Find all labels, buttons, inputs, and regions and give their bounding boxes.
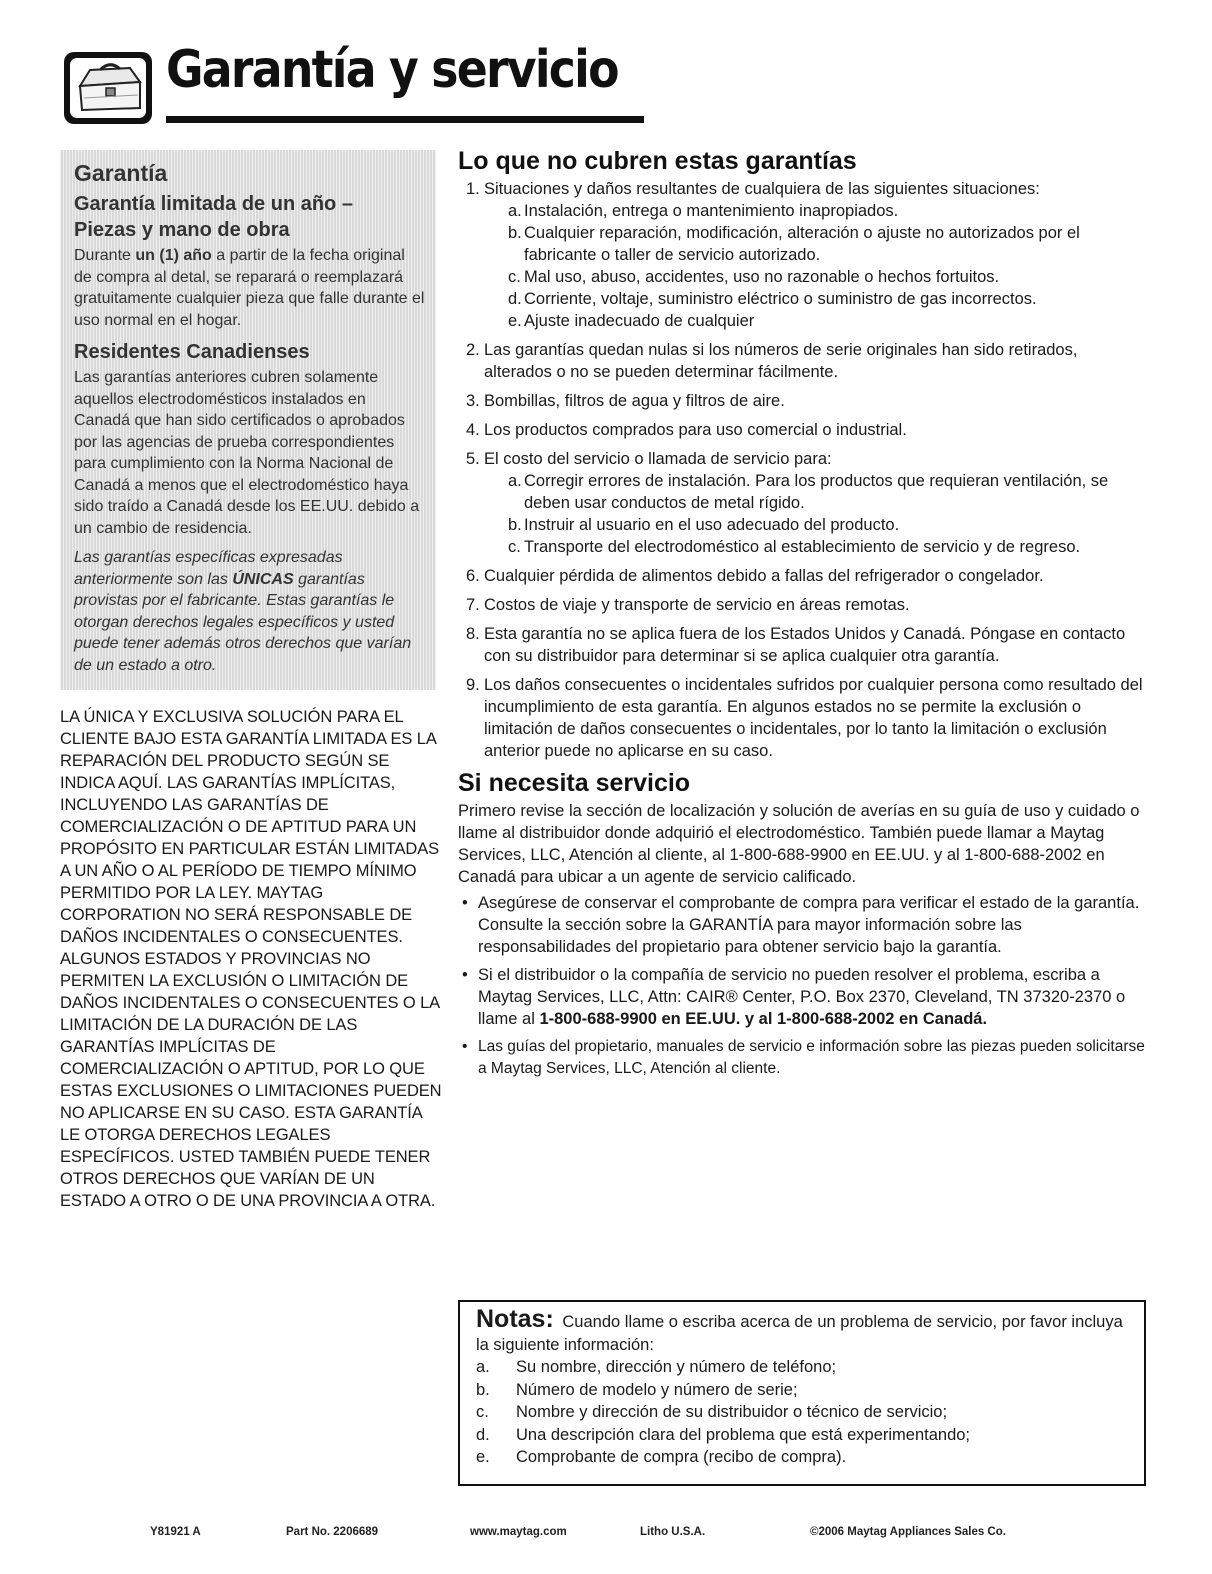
service-bullet: • Asegúrese de conservar el comprobante de compra para verificar el estado de la garantía. Consulte la sección sobre la GARANTÍA para mayor información sobre las responsabilidades del propietario para obtener servicio bajo la garantía.: [458, 892, 1148, 958]
item-number: 1.: [466, 180, 480, 198]
sub-item: [484, 470, 1148, 514]
sub-item: [484, 288, 1148, 310]
sub-text: Ajuste inadecuado de cualquier: [524, 312, 755, 330]
canadian-residents-text: Las garantías anteriores cubren solamente aquellos electrodomésticos instalados en Canadá que han sido certificados o aprobados por las agencias de prueba correspondientes para cumplimiento con la Norma Nacional de Canadá a menos que el electrodoméstico haya sido traído a Canadá desde los EE.UU. debido a un cambio de residencia.: [74, 369, 420, 537]
item-text: Cualquier pérdida de alimentos debido a fallas del refrigerador o congelador.: [484, 567, 1044, 585]
list-item: [458, 448, 1148, 558]
limited-text-bold: un (1) año: [135, 247, 212, 264]
item-number: 8.: [466, 625, 480, 643]
note-text: Número de modelo y número de serie;: [516, 1380, 798, 1399]
sub-letter: b.: [508, 224, 522, 242]
item-text: Bombillas, filtros de agua y filtros de aire.: [484, 392, 785, 410]
sub-item: [484, 266, 1148, 288]
list-item: [458, 419, 1148, 441]
note-letter: c.: [476, 1403, 489, 1421]
list-item: [476, 1379, 1128, 1402]
note-text: Comprobante de compra (recibo de compra).: [516, 1448, 847, 1466]
item-text: Las garantías quedan nulas si los números de serie originales han sido retirados, alterados o no se pueden determinar fácilmente.: [484, 341, 1078, 381]
sub-text: Transporte del electrodoméstico al establecimiento de servicio y de regreso.: [524, 538, 1081, 556]
item-number: 6.: [466, 567, 480, 585]
sub-item: [484, 310, 1148, 332]
footer-litho: Litho U.S.A.: [640, 1526, 706, 1538]
sub-text: Corregir errores de instalación. Para los productos que requieran ventilación, se deben usar conductos de metal rígido.: [524, 472, 1109, 512]
list-item: [458, 623, 1148, 667]
sub-item: [484, 536, 1148, 558]
sub-letter: c.: [508, 538, 521, 556]
italic-post: garantías provistas por el fabricante. Estas garantías le otorgan derechos legales específicos y usted puede tener además otros derechos que varían de un estado a otro.: [74, 570, 412, 674]
note-letter: b.: [476, 1380, 490, 1399]
toolbox-icon: [60, 48, 156, 128]
item-number: 7.: [466, 596, 480, 614]
sub-item: [484, 514, 1148, 536]
list-item: [476, 1424, 1128, 1447]
phone-numbers: 1-800-688-9900 en EE.UU. y al 1-800-688-2002 en Canadá.: [539, 1010, 988, 1028]
italic-bold: ÚNICAS: [232, 570, 294, 588]
limited-warranty-text: [74, 245, 426, 331]
limited-text-post: a partir de la fecha original de compra al detal, se reparará o reemplazará gratuitamente cualquier pieza que falle durante el uso normal en el hogar.: [74, 247, 425, 329]
italic-pre: Las garantías específicas expresadas anteriormente son las: [74, 549, 343, 588]
service-intro: Primero revise la sección de localización y solución de averías en su guía de uso y cuidado o llame al distribuidor donde adquirió el electrodoméstico. También puede llamar a Maytag Services, LLC, Atención al cliente, al 1-800-688-9900 en EE.UU. y al 1-800-688-2002 en Canadá para ubicar a un agente de servicio calificado.: [458, 802, 1140, 886]
sub-text: Cualquier reparación, modificación, alteración o ajuste no autorizados por el fabricante o taller de servicio autorizado.: [524, 224, 1080, 264]
note-text: Nombre y dirección de su distribuidor o técnico de servicio;: [516, 1403, 948, 1421]
item-number: 9.: [466, 676, 480, 694]
list-item: [476, 1356, 1128, 1379]
item-text: Situaciones y daños resultantes de cualquiera de las siguientes situaciones:: [484, 180, 1040, 198]
list-item: [458, 339, 1148, 383]
note-letter: e.: [476, 1448, 490, 1466]
note-text: Su nombre, dirección y número de teléfono;: [516, 1358, 837, 1376]
sub-letter: a.: [508, 202, 522, 220]
list-item: [458, 594, 1148, 616]
note-text: Una descripción clara del problema que está experimentando;: [516, 1425, 971, 1444]
item-text: El costo del servicio o llamada de servicio para:: [484, 450, 832, 468]
right-column: [458, 147, 1148, 1086]
note-letter: d.: [476, 1425, 490, 1444]
item-text: Esta garantía no se aplica fuera de los Estados Unidos y Canadá. Póngase en contacto con su distribuidor para determinar si se aplica cualquier otra garantía.: [484, 625, 1126, 665]
list-item: [458, 178, 1148, 332]
list-item: [476, 1401, 1128, 1424]
footer-part-number: Part No. 2206689: [286, 1526, 379, 1538]
exclusions-list: [458, 178, 1148, 762]
sub-letter: a.: [508, 472, 522, 490]
service-bullet: • Las guías del propietario, manuales de servicio e información sobre las piezas pueden solicitarse a Maytag Services, LLC, Atención al cliente.: [458, 1036, 1148, 1080]
sub-letter: d.: [508, 290, 522, 308]
service-bullet: [458, 964, 1148, 1030]
sub-text: Mal uso, abuso, accidentes, uso no razonable o hechos fortuitos.: [524, 268, 1000, 286]
list-item: [458, 565, 1148, 587]
sub-letter: c.: [508, 268, 521, 286]
footer-url[interactable]: www.maytag.com: [470, 1526, 567, 1538]
page-title: Garantía y servicio: [166, 40, 618, 100]
item-text: Costos de viaje y transporte de servicio en áreas remotas.: [484, 596, 910, 614]
list-item: [476, 1446, 1128, 1469]
warranty-title: Garantía: [74, 160, 168, 186]
specific-warranties-text: [74, 547, 426, 676]
sub-text: Corriente, voltaje, suministro eléctrico o suministro de gas incorrectos.: [524, 290, 1037, 308]
service-heading: Si necesita servicio: [458, 769, 691, 797]
sub-text: Instalación, entrega o mantenimiento inapropiados.: [524, 202, 899, 220]
sub-item: [484, 222, 1148, 266]
item-text: Los productos comprados para uso comercial o industrial.: [484, 421, 907, 439]
item-number: 2.: [466, 341, 480, 359]
sub-text: Instruir al usuario en el uso adecuado del producto.: [524, 516, 900, 534]
notes-box: [458, 1300, 1146, 1486]
title-underline: [166, 116, 644, 123]
sub-item: [484, 200, 1148, 222]
note-letter: a.: [476, 1358, 490, 1376]
footer-code: Y81921 A: [150, 1526, 201, 1538]
item-number: 4.: [466, 421, 480, 439]
exclusions-heading: Lo que no cubren estas garantías: [458, 147, 857, 175]
bullet-text: Si el distribuidor o la compañía de servicio no pueden resolver el problema, escriba a Maytag Services, LLC, Attn: CAIR® Center, P.O. Box 2370, Cleveland, TN 37320-2370 o llame al: [478, 966, 1126, 1028]
limited-text-pre: Durante: [74, 247, 136, 264]
footer-copyright: ©2006 Maytag Appliances Sales Co.: [810, 1526, 1006, 1538]
left-column: [60, 150, 440, 1212]
item-text: Los daños consecuentes o incidentales sufridos por cualquier persona como resultado del incumplimiento de esta garantía. En algunos estados no se permite la exclusión o limitación de daños consecuentes o incidentales, por lo tanto la limitación o exclusión anterior puede no aplicarse en su caso.: [484, 676, 1143, 760]
page-header: [60, 40, 618, 130]
canadian-residents-heading: Residentes Canadienses: [74, 341, 310, 363]
limited-warranty-heading-1: Garantía limitada de un año –: [74, 193, 353, 215]
legal-disclaimer: LA ÚNICA Y EXCLUSIVA SOLUCIÓN PARA EL CLIENTE BAJO ESTA GARANTÍA LIMITADA ES LA REPARACIÓN DEL PRODUCTO SEGÚN SE INDICA AQUÍ. LAS GARANTÍAS IMPLÍCITAS, INCLUYENDO LAS GARANTÍAS DE COMERCIALIZACIÓN O DE APTITUD PARA UN PROPÓSITO EN PARTICULAR ESTÁN LIMITADAS A UN AÑO O AL PERÍODO DE TIEMPO MÍNIMO PERMITIDO POR LA LEY. MAYTAG CORPORATION NO SERÁ RESPONSABLE DE DAÑOS INCIDENTALES O CONSECUENTES. ALGUNOS ESTADOS Y PROVINCIAS NO PERMITEN LA EXCLUSIÓN O LIMITACIÓN DE DAÑOS INCIDENTALES O CONSECUENTES O LA LIMITACIÓN DE LA DURACIÓN DE LAS GARANTÍAS IMPLÍCITAS DE COMERCIALIZACIÓN O APTITUD, POR LO QUE ESTAS EXCLUSIONES O LIMITACIONES PUEDEN NO APLICARSE EN SU CASO. ESTA GARANTÍA LE OTORGA DERECHOS LEGALES ESPECÍFICOS. USTED TAMBIÉN PUEDE TENER OTROS DERECHOS QUE VARÍAN DE UN ESTADO A OTRO O DE UNA PROVINCIA A OTRA.: [60, 708, 442, 1210]
list-item: [458, 674, 1148, 762]
list-item: [458, 390, 1148, 412]
limited-warranty-heading-2: Piezas y mano de obra: [74, 219, 290, 241]
sub-letter: b.: [508, 516, 522, 534]
notes-intro-line: [476, 1305, 1128, 1356]
warranty-box: [60, 150, 436, 690]
item-number: 5.: [466, 450, 480, 468]
notes-intro: Cuando llame o escriba acerca de un problema de servicio, por favor incluya la siguiente información:: [476, 1313, 1123, 1354]
item-number: 3.: [466, 392, 480, 410]
notes-title: Notas:: [476, 1305, 554, 1333]
sub-letter: e.: [508, 312, 522, 330]
